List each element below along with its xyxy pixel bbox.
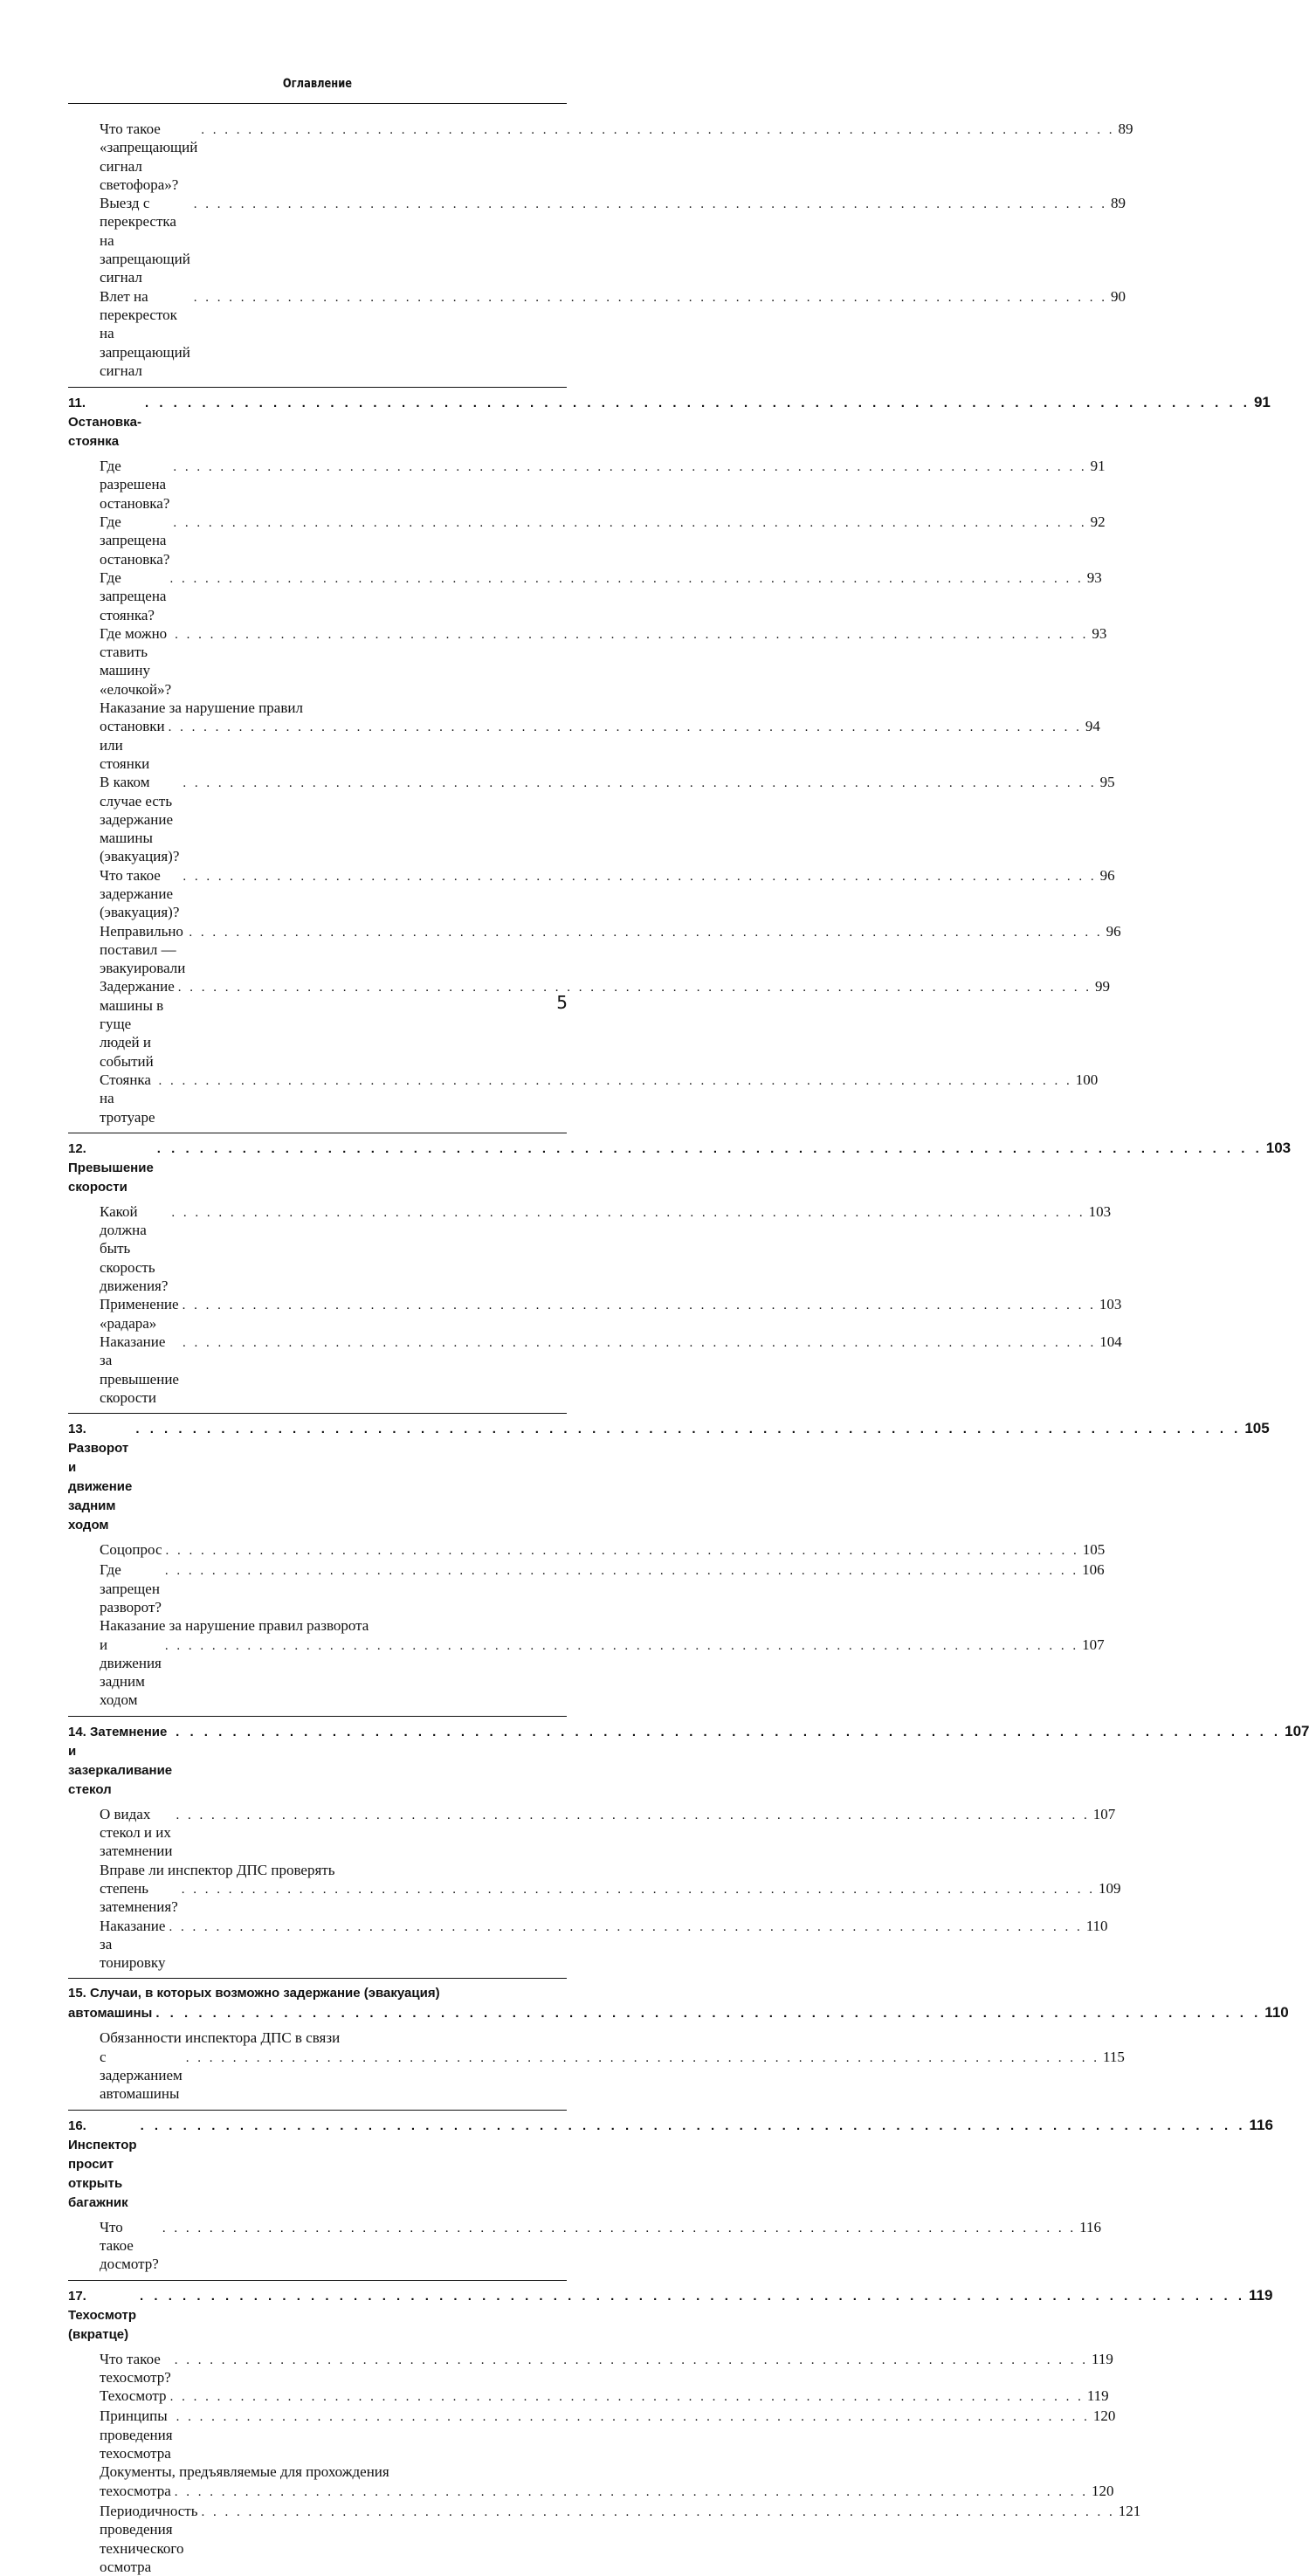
dot-leader: . . . . . . . . . . . . . . . . . . . . . . . . . . . . . . . . . . . . . . . . . . . . . . . . . . . . . . . . . . . . . . . . . . . . . . . . . . . . . . [144,396,1250,411]
page-number: 5 [556,992,568,1013]
chapter-entry-page-number: 105 [1244,1420,1270,1437]
chapter-entry[interactable] [68,2286,1273,2345]
toc-entry-row-page-number: 100 [1075,1071,1099,1088]
toc-entry-row-page-number: 106 [1082,1561,1105,1579]
toc-entry-row[interactable] [100,1071,1099,1126]
chapter-entry-page-number: 110 [1264,2004,1289,2022]
chapter-entry[interactable] [68,2116,1273,2213]
toc-entry-row-page-number: 120 [1092,2482,1114,2499]
chapter-entry-title: 14. Затемнение и зазеркаливание стекол [68,1724,173,1797]
toc-entry[interactable] [100,2502,1141,2576]
toc-entry-row[interactable] [100,2048,1125,2104]
chapter-entry[interactable] [68,1722,1309,1800]
chapter-heading[interactable] [68,387,1271,457]
toc-entry-row[interactable] [100,287,1126,380]
toc-entry-row-title: Что такое техосмотр? [100,2350,171,2386]
chapter-entry-page-number: 107 [1285,1722,1309,1739]
chapter-entry-page-number: 119 [1249,2286,1273,2304]
dot-leader: . . . . . . . . . . . . . . . . . . . . . . . . . . . . . . . . . . . . . . . . . . . . . . . . . . . . . . . . . . . . . . . . . . . . . . . . . . . . . . [140,2118,1246,2133]
toc-entry-row-page-number: 90 [1111,287,1126,305]
dot-leader: . . . . . . . . . . . . . . . . . . . . . . . . . . . . . . . . . . . . . . . . . . . . . . . . . . . . . . . . . . . . . . . . . . . . . . . . . . . . . . [176,1724,1282,1739]
toc-entry-row-page-number: 110 [1085,1917,1108,1934]
toc-entry-row[interactable] [100,1917,1108,1973]
toc-entry-row-page-number: 93 [1086,568,1102,586]
dot-leader: . . . . . . . . . . . . . . . . . . . . . . . . . . . . . . . . . . . . . . . . . . . . . . . . . . . . . . . . . . . . . . . . . . . . . . . . . . . . . . [176,2410,1090,2425]
toc-entry-row-title: Выезд с перекрестка на запрещающий сигнал [100,195,190,286]
header-rule [68,103,567,104]
toc-entry-row-page-number: 96 [1099,866,1115,884]
toc-entry-row-title: Задержание машины в гуще людей и событий [100,978,175,1070]
toc-entry-row[interactable] [100,2350,1113,2387]
toc-entry-row[interactable] [100,2218,1101,2274]
toc-entry-row-page-number: 92 [1090,513,1106,531]
toc-entry-row-title: В каком случае есть задержание машины (эвакуация)? [100,774,180,865]
toc-entry-row-title: Где разрешена остановка? [100,458,170,512]
toc-entry[interactable] [100,2462,1114,2502]
chapter-entry-title: автомашины [68,2006,153,2022]
toc-entry-row-title: Соцопрос [100,1541,162,1559]
toc-entry-row-page-number: 105 [1082,1541,1106,1559]
toc-entry-row-title: Где запрещена остановка? [100,513,170,568]
toc-entry-row[interactable] [100,568,1102,624]
toc-entry[interactable] [100,773,1115,865]
toc-entry-row[interactable] [100,2407,1116,2462]
toc-entry[interactable] [100,287,1126,380]
toc-entry-title-line: Обязанности инспектора ДПС в связи [100,2029,341,2047]
toc-entry-row[interactable] [100,2482,1114,2502]
toc-entry-row-title: Наказание за тонировку [100,1917,166,1972]
toc-entry-row[interactable] [100,624,1107,699]
dot-leader: . . . . . . . . . . . . . . . . . . . . . . . . . . . . . . . . . . . . . . . . . . . . . . . . . . . . . . . . . . . . . . . . . . . . . . . . . . . . . . [183,869,1097,884]
chapter-title-line: 15. Случаи, в которых возможно задержание (эвакуация) [68,1986,440,2001]
toc-entry-title-line: Наказание за нарушение правил [100,699,303,717]
toc-entry-row[interactable] [100,457,1106,513]
dot-leader: . . . . . . . . . . . . . . . . . . . . . . . . . . . . . . . . . . . . . . . . . . . . . . . . . . . . . . . . . . . . . . . . . . . . . . . . . . . . . . [193,197,1108,212]
chapter-entry-title: 13. Разворот и движение задним ходом [68,1422,133,1533]
dot-leader: . . . . . . . . . . . . . . . . . . . . . . . . . . . . . . . . . . . . . . . . . . . . . . . . . . . . . . . . . . . . . . . . . . . . . . . . . . . . . . [156,1140,1263,1156]
toc-entry[interactable] [100,2387,1109,2407]
dot-leader: . . . . . . . . . . . . . . . . . . . . . . . . . . . . . . . . . . . . . . . . . . . . . . . . . . . . . . . . . . . . . . . . . . . . . . . . . . . . . . [135,1422,1242,1437]
toc-entry-row-page-number: 99 [1095,978,1111,995]
table-of-contents [68,120,1309,2576]
chapter-entry-title: 11. Остановка-стоянка [68,396,141,450]
chapter-entry-title: 12. Превышение скорости [68,1140,154,1195]
toc-entry-row-page-number: 119 [1092,2350,1113,2367]
toc-entry-row[interactable] [100,1295,1122,1333]
toc-entry[interactable] [100,194,1126,286]
toc-entry-row[interactable] [100,922,1121,978]
chapter-entry[interactable] [68,1419,1270,1535]
toc-entry-row-title: Наказание за превышение скорости [100,1333,179,1406]
dot-leader: . . . . . . . . . . . . . . . . . . . . . . . . . . . . . . . . . . . . . . . . . . . . . . . . . . . . . . . . . . . . . . . . . . . . . . . . . . . . . . [169,571,1084,586]
chapter-heading[interactable] [68,1716,1309,1805]
toc-entry-row-page-number: 91 [1090,458,1106,475]
toc-entry[interactable] [100,1917,1108,1973]
toc-entry[interactable] [100,1071,1099,1126]
toc-entry-row-page-number: 120 [1092,2407,1116,2425]
dot-leader: . . . . . . . . . . . . . . . . . . . . . . . . . . . . . . . . . . . . . . . . . . . . . . . . . . . . . . . . . . . . . . . . . . . . . . . . . . . . . . [165,1544,1079,1559]
toc-entry[interactable] [100,866,1115,922]
dot-leader: . . . . . . . . . . . . . . . . . . . . . . . . . . . . . . . . . . . . . . . . . . . . . . . . . . . . . . . . . . . . . . . . . . . . . . . . . . . . . . [185,2050,1099,2065]
toc-entry-row-title: Неправильно поставил — эвакуировали [100,922,186,977]
toc-entry[interactable] [100,1560,1105,1616]
toc-entry-row[interactable] [100,866,1115,922]
toc-entry-row-title: Влет на перекресток на запрещающий сигнал [100,287,190,379]
dot-leader: . . . . . . . . . . . . . . . . . . . . . . . . . . . . . . . . . . . . . . . . . . . . . . . . . . . . . . . . . . . . . . . . . . . . . . . . . . . . . . [173,460,1087,475]
dot-leader: . . . . . . . . . . . . . . . . . . . . . . . . . . . . . . . . . . . . . . . . . . . . . . . . . . . . . . . . . . . . . . . . . . . . . . . . . . . . . . [182,1298,1096,1313]
toc-entry[interactable] [100,1616,1105,1709]
toc-entry-row-page-number: 119 [1086,2387,1109,2405]
chapter-entry-title: 17. Техосмотр (вкратце) [68,2288,137,2342]
toc-entry-row-title: и движения задним ходом [100,1636,162,1709]
dot-leader: . . . . . . . . . . . . . . . . . . . . . . . . . . . . . . . . . . . . . . . . . . . . . . . . . . . . . . . . . . . . . . . . . . . . . . . . . . . . . . [140,2288,1245,2304]
dot-leader: . . . . . . . . . . . . . . . . . . . . . . . . . . . . . . . . . . . . . . . . . . . . . . . . . . . . . . . . . . . . . . . . . . . . . . . . . . . . . . [182,1335,1097,1350]
toc-entry[interactable] [100,513,1106,568]
dot-leader: . . . . . . . . . . . . . . . . . . . . . . . . . . . . . . . . . . . . . . . . . . . . . . . . . . . . . . . . . . . . . . . . . . . . . . . . . . . . . . [169,1919,1083,1934]
toc-entry-row-page-number: 89 [1111,195,1126,212]
toc-entry[interactable] [100,2218,1101,2274]
toc-entry-row-title: Что такое «запрещающий сигнал светофора»? [100,121,198,193]
toc-entry-row-title: Применение «радара» [100,1296,179,1332]
toc-entry-row[interactable] [100,513,1106,568]
toc-entry-row-page-number: 107 [1082,1636,1105,1653]
toc-entry[interactable] [100,2407,1116,2462]
toc-entry[interactable] [100,1333,1122,1407]
dot-leader: . . . . . . . . . . . . . . . . . . . . . . . . . . . . . . . . . . . . . . . . . . . . . . . . . . . . . . . . . . . . . . . . . . . . . . . . . . . . . . [173,516,1087,531]
dot-leader: . . . . . . . . . . . . . . . . . . . . . . . . . . . . . . . . . . . . . . . . . . . . . . . . . . . . . . . . . . . . . . . . . . . . . . . . . . . . . . [174,2352,1089,2367]
toc-entry-row-page-number: 109 [1099,1879,1121,1897]
dot-leader: . . . . . . . . . . . . . . . . . . . . . . . . . . . . . . . . . . . . . . . . . . . . . . . . . . . . . . . . . . . . . . . . . . . . . . . . . . . . . . [164,1638,1079,1653]
dot-leader: . . . . . . . . . . . . . . . . . . . . . . . . . . . . . . . . . . . . . . . . . . . . . . . . . . . . . . . . . . . . . . . . . . . . . . . . . . . . . . [171,1205,1085,1220]
toc-entry[interactable] [100,120,1133,194]
toc-entry-row-page-number: 103 [1088,1202,1112,1220]
toc-entry-row[interactable] [100,1879,1121,1917]
chapter-heading[interactable] [68,1413,1270,1540]
dot-leader: . . . . . . . . . . . . . . . . . . . . . . . . . . . . . . . . . . . . . . . . . . . . . . . . . . . . . . . . . . . . . . . . . . . . . . . . . . . . . . [168,720,1082,735]
chapter-entry[interactable] [68,2003,1289,2023]
chapter-entry-page-number: 116 [1249,2116,1273,2133]
toc-entry-row-title: остановки или стоянки [100,718,165,772]
toc-entry-row-title: Где запрещен разворот? [100,1561,162,1615]
toc-entry-row-title: О видах стекол и их затемнении [100,1805,173,1860]
dot-leader: . . . . . . . . . . . . . . . . . . . . . . . . . . . . . . . . . . . . . . . . . . . . . . . . . . . . . . . . . . . . . . . . . . . . . . . . . . . . . . [162,2221,1077,2235]
toc-entry[interactable] [100,568,1102,624]
toc-entry-row-page-number: 95 [1099,774,1115,791]
toc-entry-row[interactable] [100,1805,1116,1861]
dot-leader: . . . . . . . . . . . . . . . . . . . . . . . . . . . . . . . . . . . . . . . . . . . . . . . . . . . . . . . . . . . . . . . . . . . . . . . . . . . . . . [201,123,1115,137]
toc-entry-row[interactable] [100,773,1115,865]
toc-entry-row[interactable] [100,1636,1105,1710]
chapter-entry[interactable] [68,393,1271,451]
toc-entry-title-line: Документы, предъявляемые для прохождения [100,2463,389,2481]
dot-leader: . . . . . . . . . . . . . . . . . . . . . . . . . . . . . . . . . . . . . . . . . . . . . . . . . . . . . . . . . . . . . . . . . . . . . . . . . . . . . . [158,1073,1072,1088]
dot-leader: . . . . . . . . . . . . . . . . . . . . . . . . . . . . . . . . . . . . . . . . . . . . . . . . . . . . . . . . . . . . . . . . . . . . . . . . . . . . . . [201,2504,1115,2519]
toc-entry-row-page-number: 94 [1085,718,1100,735]
toc-entry-row-page-number: 103 [1099,1296,1122,1313]
dot-leader: . . . . . . . . . . . . . . . . . . . . . . . . . . . . . . . . . . . . . . . . . . . . . . . . . . . . . . . . . . . . . . . . . . . . . . . . . . . . . . [164,1564,1079,1579]
dot-leader: . . . . . . . . . . . . . . . . . . . . . . . . . . . . . . . . . . . . . . . . . . . . . . . . . . . . . . . . . . . . . . . . . . . . . . . . . . . . . . [177,981,1092,995]
toc-entry-row-title: степень затемнения? [100,1879,178,1916]
toc-entry-row[interactable] [100,120,1133,194]
toc-entry-row[interactable] [100,1540,1106,1560]
dot-leader: . . . . . . . . . . . . . . . . . . . . . . . . . . . . . . . . . . . . . . . . . . . . . . . . . . . . . . . . . . . . . . . . . . . . . . . . . . . . . . [169,2390,1084,2405]
toc-entry-row[interactable] [100,2502,1141,2576]
chapter-entry-page-number: 91 [1253,394,1271,411]
toc-entry-row-title: Где запрещена стоянка? [100,568,167,623]
toc-entry-row-title: с задержанием автомашины [100,2048,183,2103]
chapter-entry-title: 16. Инспектор просит открыть багажник [68,2118,137,2210]
toc-entry-row-page-number: 93 [1092,624,1107,642]
toc-entry-row[interactable] [100,1333,1122,1407]
chapter-entry-page-number: 103 [1265,1139,1292,1156]
toc-entry[interactable] [100,2350,1113,2387]
toc-entry-row[interactable] [100,1202,1112,1295]
toc-entry-row-page-number: 89 [1118,121,1133,137]
toc-entry[interactable] [100,624,1107,699]
toc-entry-row-title: Что такое задержание (эвакуация)? [100,866,180,921]
toc-entry-row-page-number: 107 [1092,1805,1116,1822]
toc-entry[interactable] [100,1861,1121,1917]
toc-entry-row-title: Где можно ставить машину «елочкой»? [100,624,172,698]
chapter-heading[interactable] [68,1133,1292,1202]
chapter-heading[interactable] [68,2110,1273,2218]
toc-entry[interactable] [100,977,1111,1070]
toc-entry[interactable] [100,699,1100,773]
toc-entry-row[interactable] [100,194,1126,286]
dot-leader: . . . . . . . . . . . . . . . . . . . . . . . . . . . . . . . . . . . . . . . . . . . . . . . . . . . . . . . . . . . . . . . . . . . . . . . . . . . . . . [183,776,1097,791]
toc-entry-title-line: Вправе ли инспектор ДПС проверять [100,1861,335,1878]
toc-entry[interactable] [100,922,1121,978]
dot-leader: . . . . . . . . . . . . . . . . . . . . . . . . . . . . . . . . . . . . . . . . . . . . . . . . . . . . . . . . . . . . . . . . . . . . . . . . . . . . . . [174,2484,1089,2499]
dot-leader: . . . . . . . . . . . . . . . . . . . . . . . . . . . . . . . . . . . . . . . . . . . . . . . . . . . . . . . . . . . . . . . . . . . . . . . . . . . . . . [176,1808,1090,1822]
running-header: Оглавление [282,77,353,91]
toc-entry-title-line: Наказание за нарушение правил разворота [100,1617,369,1635]
dot-leader: . . . . . . . . . . . . . . . . . . . . . . . . . . . . . . . . . . . . . . . . . . . . . . . . . . . . . . . . . . . . . . . . . . . . . . . . . . . . . . [175,627,1089,642]
toc-entry-row-title: Периодичность проведения технического осмотра [100,2502,198,2575]
dot-leader: . . . . . . . . . . . . . . . . . . . . . . . . . . . . . . . . . . . . . . . . . . . . . . . . . . . . . . . . . . . . . . . . . . . . . . . . . . . . . . [155,2006,1262,2022]
toc-entry-row-title: техосмотра [100,2482,171,2499]
toc-entry-row[interactable] [100,2387,1109,2407]
toc-entry-row-title: Техосмотр [100,2387,167,2405]
toc-entry-row-page-number: 121 [1118,2502,1141,2519]
toc-entry[interactable] [100,2028,1125,2103]
toc-entry-row-page-number: 116 [1079,2218,1101,2235]
toc-entry-row-title: Что такое досмотр? [100,2218,159,2273]
toc-entry[interactable] [100,1202,1112,1295]
toc-entry-row-page-number: 96 [1106,922,1121,940]
toc-entry[interactable] [100,1805,1116,1861]
toc-entry-row[interactable] [100,1560,1105,1616]
toc-entry-row[interactable] [100,717,1100,773]
toc-entry-row-title: Стоянка на тротуаре [100,1071,155,1126]
toc-entry-row[interactable] [100,977,1111,1070]
dot-leader: . . . . . . . . . . . . . . . . . . . . . . . . . . . . . . . . . . . . . . . . . . . . . . . . . . . . . . . . . . . . . . . . . . . . . . . . . . . . . . [181,1882,1096,1897]
toc-entry[interactable] [100,1540,1106,1560]
toc-entry-row-title: Какой должна быть скорость движения? [100,1202,169,1295]
toc-entry[interactable] [100,1295,1122,1333]
toc-entry-row-title: Принципы проведения техосмотра [100,2407,173,2462]
dot-leader: . . . . . . . . . . . . . . . . . . . . . . . . . . . . . . . . . . . . . . . . . . . . . . . . . . . . . . . . . . . . . . . . . . . . . . . . . . . . . . [193,290,1108,305]
chapter-entry[interactable] [68,1139,1292,1197]
chapter-heading[interactable] [68,2280,1273,2350]
dot-leader: . . . . . . . . . . . . . . . . . . . . . . . . . . . . . . . . . . . . . . . . . . . . . . . . . . . . . . . . . . . . . . . . . . . . . . . . . . . . . . [189,925,1103,940]
toc-entry-row-page-number: 115 [1103,2048,1125,2065]
toc-entry[interactable] [100,457,1106,513]
toc-entry-row-page-number: 104 [1099,1333,1122,1350]
chapter-heading[interactable] [68,1978,1289,2028]
